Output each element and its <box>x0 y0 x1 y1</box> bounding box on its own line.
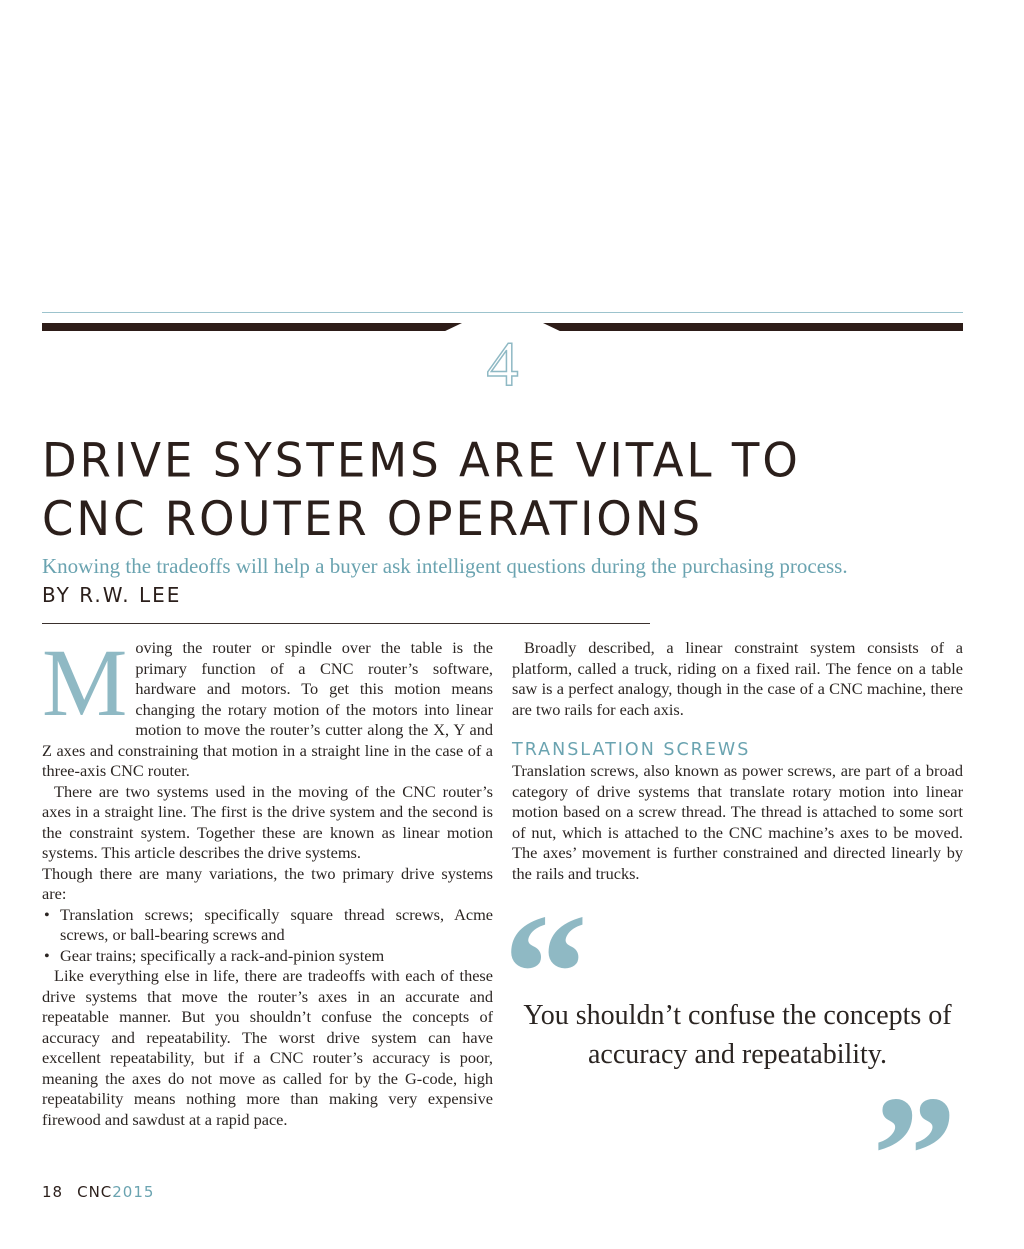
pull-quote: You shouldn’t confuse the concepts of accuracy and repeatability. <box>523 1000 952 1070</box>
left-column <box>42 629 493 1130</box>
article-headline <box>42 432 972 548</box>
headline-line-2: CNC ROUTER OPERATIONS <box>42 491 704 547</box>
section-subhead: TRANSLATION SCREWS <box>512 740 751 760</box>
chapter-rule-thin <box>42 312 963 313</box>
chapter-rule-right <box>543 323 963 331</box>
list-item: • Translation screws; specifically square thread screws, Acme screws, or ball-bearing screws and <box>42 905 493 946</box>
article-deck: Knowing the tradeoffs will help a buyer ask intelligent questions during the purchasing process. <box>42 554 848 578</box>
list-item: • Gear trains; specifically a rack-and-pinion system <box>42 946 493 967</box>
paragraph-intro <box>42 629 493 782</box>
paragraph-translation-screws: Translation screws, also known as power screws, are part of a broad category of drive systems that translate rotary motion into linear motion based on a screw thread. The thread is attached to some sort of nut, which is attached to the CNC machine’s axes to be moved. The axes’ movement is further constrained and directed linearly by the rails and trucks. <box>512 761 963 883</box>
chapter-number: 4 <box>486 328 519 399</box>
magazine-name: CNC <box>77 1183 113 1201</box>
close-quote-icon: ” <box>872 1061 957 1249</box>
paragraph-four: Like everything else in life, there are tradeoffs with each of these drive systems that move the router’s axes in an accurate and repeatable manner. But you shouldn’t confuse the concepts of accuracy and repeatability. The worst drive system can have excellent repeatability, but if a CNC router’s accuracy is poor, meaning the axes do not move as called for by the G-code, high repeatability means nothing more than making very expensive firewood and sawdust at a rapid pace. <box>42 966 493 1129</box>
byline: BY R.W. LEE <box>42 583 182 607</box>
byline-rule <box>42 623 650 624</box>
page-number: 18 <box>42 1183 64 1201</box>
open-quote-icon: “ <box>503 879 588 1067</box>
page-folio <box>42 1183 154 1201</box>
drive-systems-list <box>42 905 493 967</box>
magazine-year: 2015 <box>112 1183 155 1201</box>
drop-cap: M <box>42 629 128 736</box>
paragraph-three: Though there are many variations, the two primary drive systems are: <box>42 863 493 903</box>
chapter-rule-left <box>42 323 462 331</box>
right-column <box>512 638 963 884</box>
paragraph-intro-text: oving the router or spindle over the table is the primary function of a CNC router’s software, hardware and motors. To get this motion means changing the rotary motion of the motors into linear motion to move the router’s cutter along the X, Y and Z axes and constraining that motion in a straight line in the case of a three-axis CNC router. <box>42 638 493 780</box>
paragraph-two: There are two systems used in the moving of the CNC router’s axes in a straight line. The first is the drive system and the second is the constraint system. Together these are known as linear motion systems. This article describes the drive systems. <box>42 781 493 862</box>
paragraph-constraint: Broadly described, a linear constraint system consists of a platform, called a truck, riding on a fixed rail. The fence on a table saw is a perfect analogy, though in the case of a CNC machine, there are two rails for each axis. <box>512 638 963 719</box>
headline-line-1: DRIVE SYSTEMS ARE VITAL TO <box>42 433 801 489</box>
